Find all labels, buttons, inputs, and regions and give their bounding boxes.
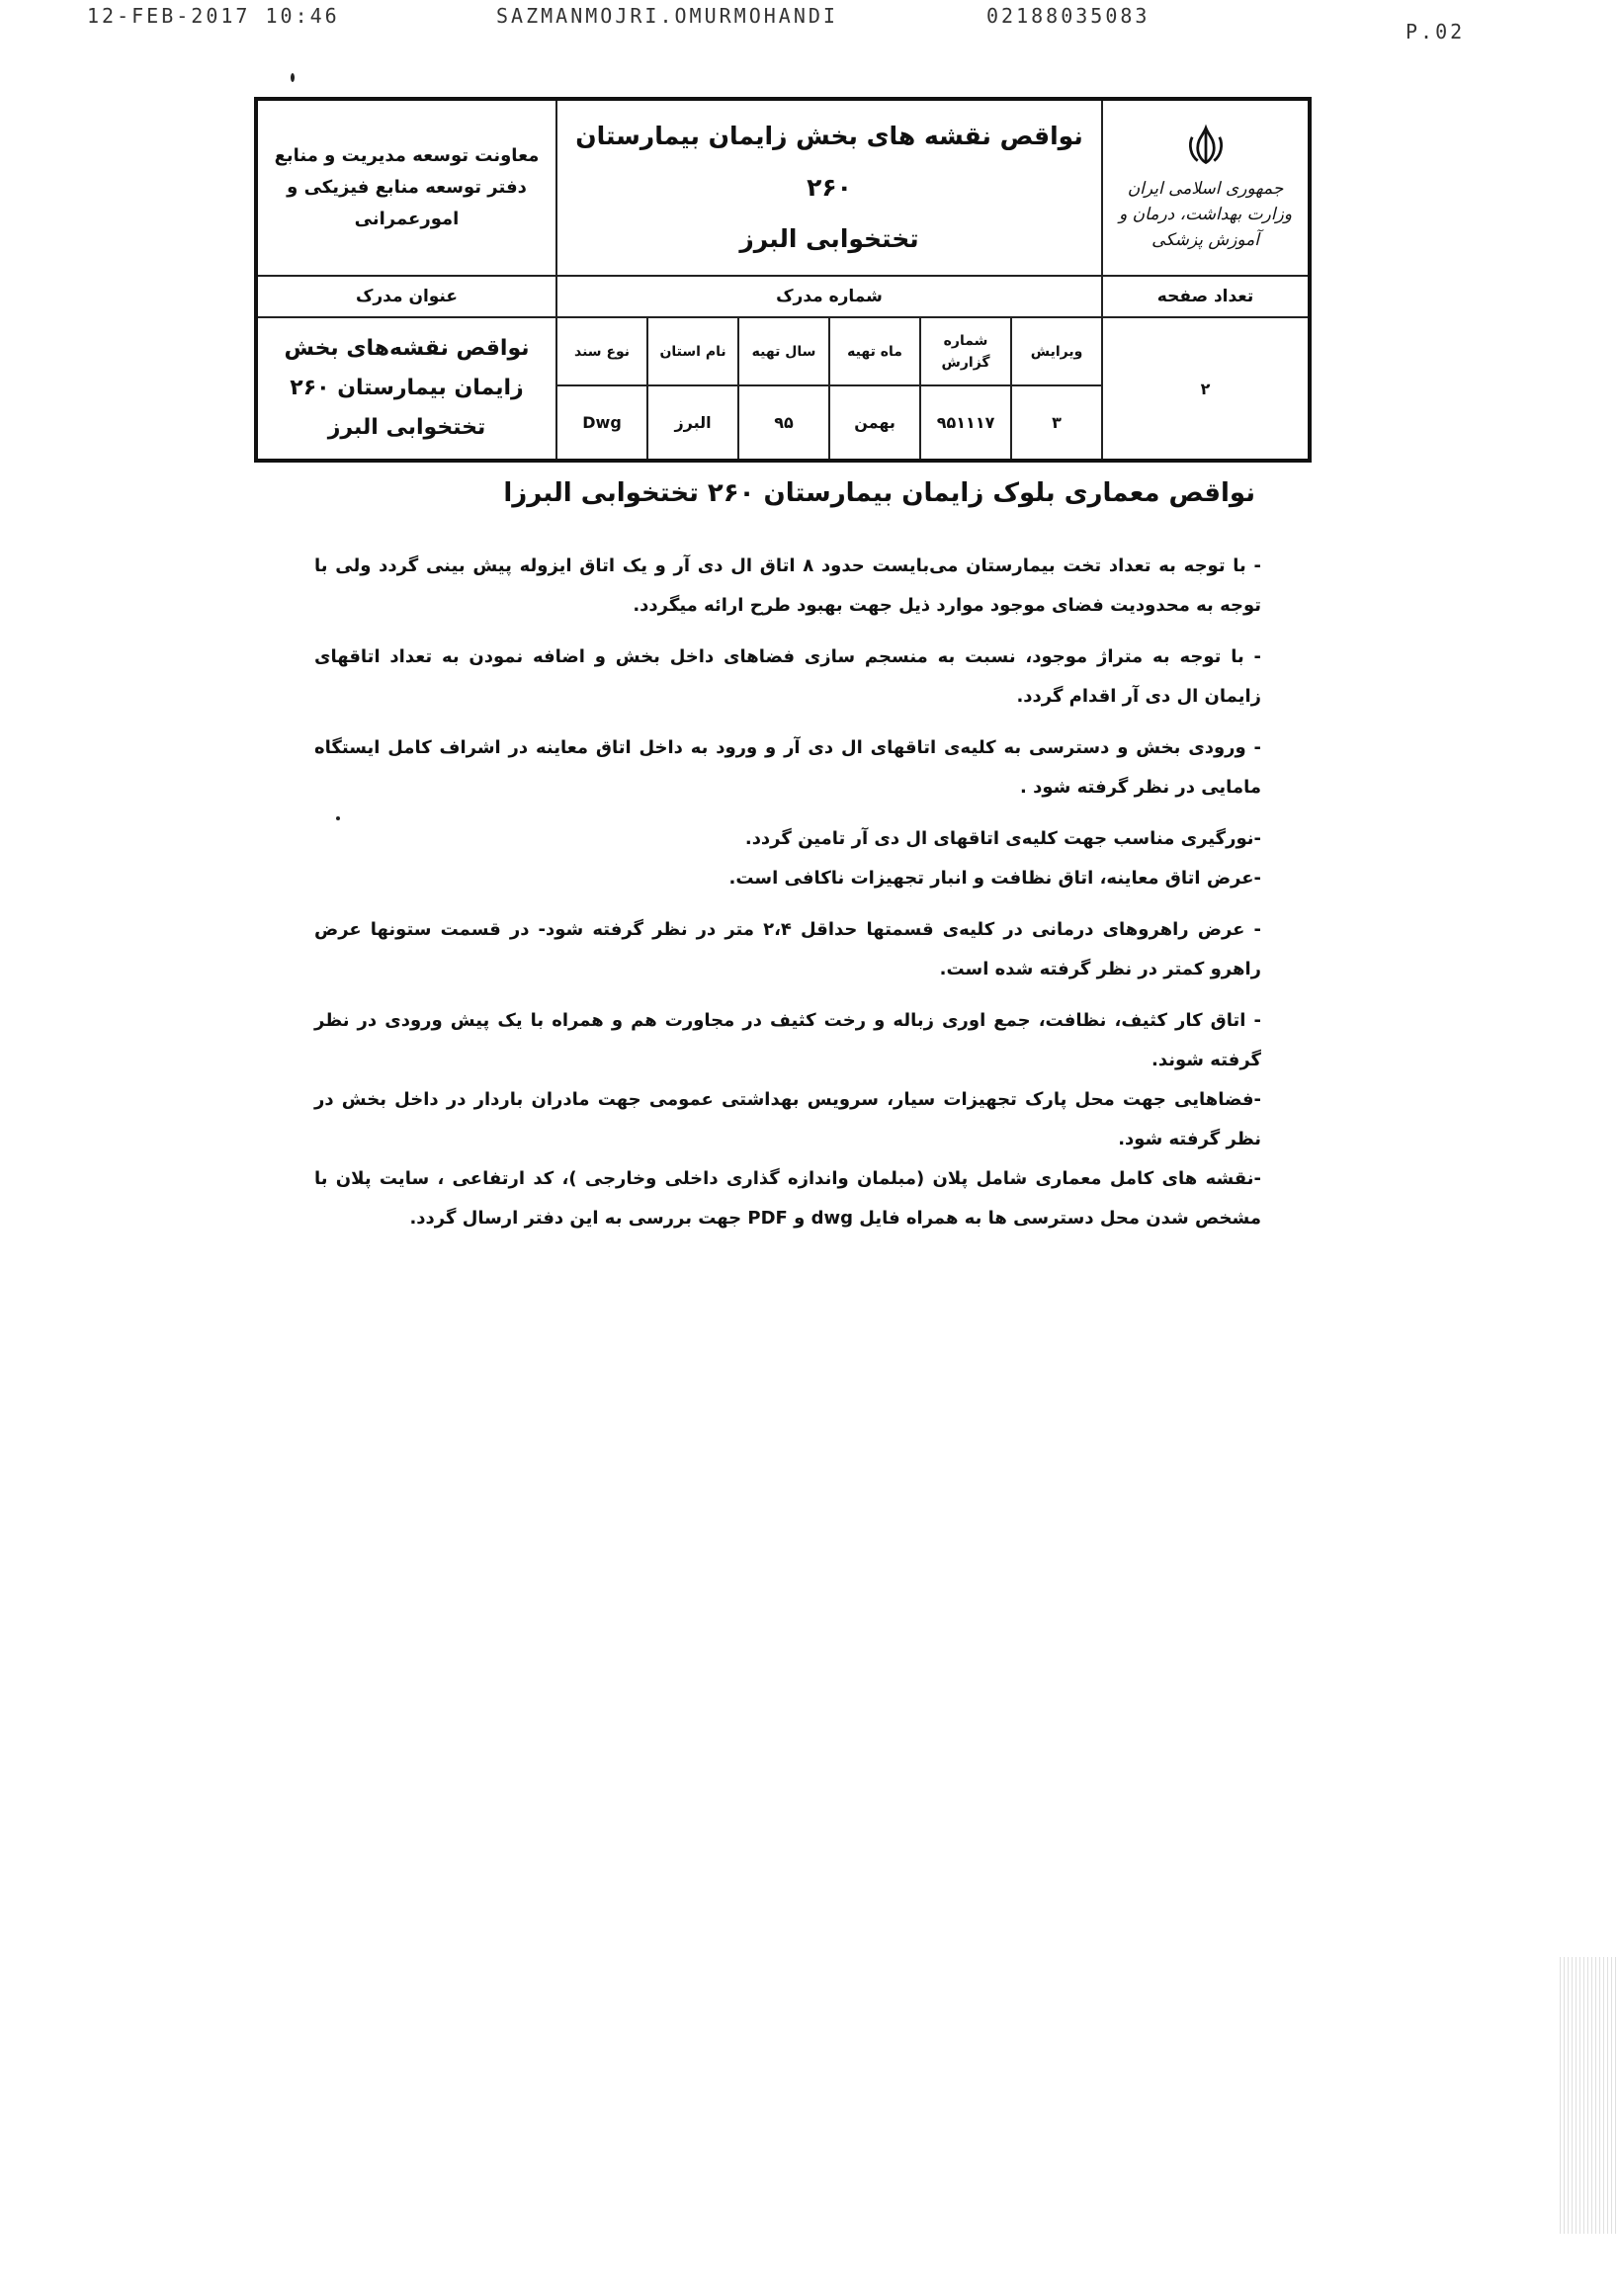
val-month: بهمن [829,385,920,461]
scan-edge-noise [1560,1957,1619,2234]
document-body [314,547,1261,1238]
page-count-value: ۲ [1102,317,1310,461]
department-line2: دفتر توسعه منابع فیزیکی و امورعمرانی [287,176,527,229]
body-paragraph: - عرض راهروهای درمانی در کلیه‌ی قسمتها حداقل ۲،۴ متر در نظر گرفته شود- در قسمت ستونها عرض راهرو کمتر در نظر گرفته شده است. [314,919,1261,979]
fax-datetime: 12-FEB-2017 10:46 [87,4,340,28]
body-paragraph: - اتاق کار کثیف، نظافت، جمع اوری زباله و رخت کثیف در مجاورت هم و همراه با یک پیش ورودی در نظر گرفته شوند. [314,1010,1261,1070]
department-cell [256,99,556,276]
page-count-label: تعداد صفحه [1102,276,1310,317]
body-paragraph: - با توجه به متراژ موجود، نسبت به منسجم سازی فضاهای داخل بخش و اضافه نمودن به تعداد اتاقهای زایمان ال دی آر اقدام گردد. [314,646,1261,707]
val-edition: ۳ [1011,385,1102,461]
col-month: ماه تهیه [829,317,920,385]
doc-title-label: عنوان مدرک [256,276,556,317]
iran-emblem-icon [1183,123,1229,168]
fax-header [0,0,1619,43]
ministry-logo [1103,101,1308,275]
title-cell [556,99,1102,276]
document-title-line2: تختخوابی البرز [739,223,919,253]
col-doc-type: نوع سند [556,317,647,385]
doc-number-label: شماره مدرک [556,276,1102,317]
document-header-table [254,97,1312,463]
ministry-logo-cell [1102,99,1310,276]
document-title-line1: نواقص نقشه های بخش زایمان بیمارستان ۲۶۰ [575,121,1083,202]
col-report-number: شماره گزارش [920,317,1011,385]
body-paragraph: - با توجه به تعداد تخت بیمارستان می‌بایست حدود ۸ اتاق ال دی آر و یک اتاق ایزوله پیش بینی گردد ولی با توجه به محدودیت فضای موجود موارد ذیل جهت بهبود طرح ارائه میگردد. [314,555,1261,616]
logo-line-country: جمهوری اسلامی ایران [1127,178,1284,199]
body-paragraph: -نورگیری مناسب جهت کلیه‌ی اتاقهای ال دی آر تامین گردد. [744,828,1261,849]
val-doc-type: Dwg [556,385,647,461]
col-year: سال تهیه [738,317,829,385]
body-paragraph: -عرض اتاق معاینه، اتاق نظافت و انبار تجهیزات ناکافی است. [728,868,1261,889]
department-line1: معاونت توسعه مدیریت و منابع [274,144,540,166]
val-year: ۹۵ [738,385,829,461]
body-paragraph: - ورودی بخش و دسترسی به کلیه‌ی اتاقهای ال دی آر و ورود به داخل اتاق معاینه در اشراف کامل ایستگاه مامایی در نظر گرفته شود . [314,737,1261,798]
logo-line-ministry: وزارت بهداشت، درمان و آموزش پزشکی [1119,204,1293,250]
col-province: نام استان [647,317,738,385]
body-paragraph: -فضاهایی جهت محل پارک تجهیزات سیار، سرویس بهداشتی عمومی جهت مادران باردار در داخل بخش در نظر گرفته شود. [314,1089,1261,1149]
scan-speck [291,73,295,82]
section-heading: نواقص معماری بلوک زایمان بیمارستان ۲۶۰ تختخوابی البرزا [503,478,1255,508]
val-report-number: ۹۵۱۱۱۷ [920,385,1011,461]
fax-phone: 02188035083 [986,4,1150,28]
col-edition: ویرایش [1011,317,1102,385]
fax-sender: SAZMANMOJRI.OMURMOHANDI [496,4,838,28]
body-paragraph: -نقشه های کامل معماری شامل پلان (مبلمان واندازه گذاری داخلی وخارجی )، کد ارتفاعی ، سایت پلان با مشخص شدن محل دسترسی ها به همراه فایل dwg و PDF جهت بررسی به این دفتر ارسال گردد. [314,1168,1261,1229]
val-province: البرز [647,385,738,461]
fax-page-number: P.02 [1406,20,1466,43]
doc-title-value: نواقص نقشه‌های بخش زایمان بیمارستان ۲۶۰ تختخوابی البرز [256,317,556,461]
